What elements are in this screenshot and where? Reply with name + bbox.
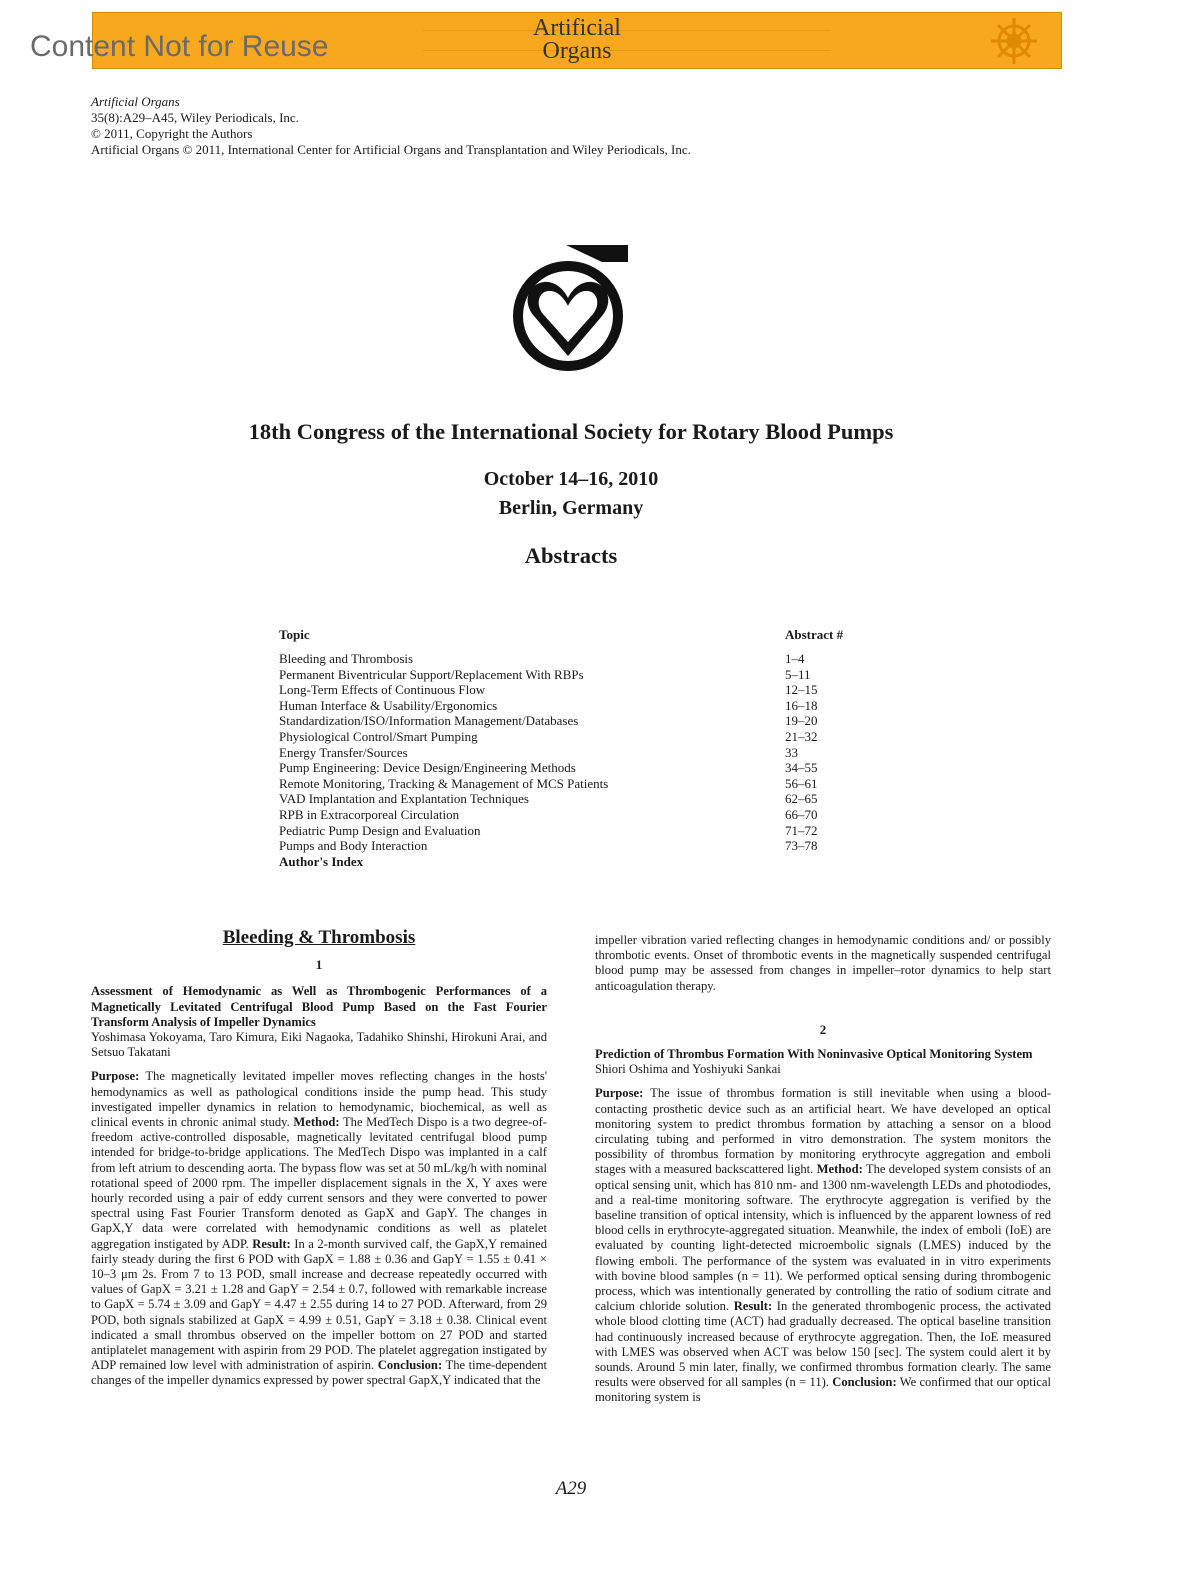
left-column <box>91 927 548 1389</box>
topic-abstract-range: 16–18 <box>785 697 818 713</box>
topic-row[interactable] <box>279 791 879 807</box>
meta-copyright-society: Artificial Organs © 2011, International Center for Artificial Organs and Transplantation and Wiley Periodicals, Inc. <box>91 142 691 157</box>
journal-title-line1: Artificial <box>533 15 621 41</box>
abstract-body: Purpose: The magnetically levitated impeller moves reflecting changes in the hosts' hemodynamics as well as pathological conditions inside the pump head. This study investigated impeller dynamics in relation to hemodynamic, biochemical, as well as clinical events in chronic animal study. Method: The MedTech Dispo is a two degree-of-freedom active-controlled disposable, magnetically levitated centrifugal blood pump intended for bridge-to-bridge applications. The MedTech Dispo was implanted in a calf from left atrium to descending aorta. The bypass flow was set at 50 mL/kg/h with nominal rotational speed of 2000 rpm. The impeller displacement signals in the X, Y axes were hourly recorded using a pair of eddy current sensors and they were converted to power spectral using Fast Fourier Transform denoted as GapX and GapY. The changes in GapX,Y data were correlated with hemodynamic conditions as well as platelet aggregation instigated by ADP. Result: In a 2-month survived calf, the GapX,Y remained fairly steady during the first 6 POD with GapX = 1.88 ± 0.36 and GapY = 1.55 ± 0.41 × 10–3 μm 2s. From 7 to 13 POD, small increase and decrease repeatedly occurred with values of GapX = 3.21 ± 1.28 and GapY = 2.54 ± 0.7, followed with remarkable increase to GapX = 5.74 ± 3.09 and GapY = 4.47 ± 2.55 during 14 to 27 POD. Afterward, from 29 POD, both signals stabilized at GapX = 4.99 ± 0.51, GapY = 3.18 ± 0.38. Clinical event indicated a small thrombus observed on the impeller bottom on 27 POD and started antiplatelet management with aspirin from 29 POD. The platelet aggregation instigated by ADP remained low level with administration of aspirin. Conclusion: The time-dependent changes of the impeller dynamics expressed by power spectral GapX,Y indicated that the <box>91 1069 548 1388</box>
topic-name: Pump Engineering: Device Design/Engineering Methods <box>279 760 576 776</box>
page-number: A29 <box>555 1478 587 1499</box>
topic-name: Energy Transfer/Sources <box>279 744 408 760</box>
section-heading: Bleeding & Thrombosis <box>222 927 416 948</box>
topic-name: Permanent Biventricular Support/Replacement With RBPs <box>279 666 584 682</box>
authors-index-link[interactable]: Author's Index <box>279 853 364 869</box>
topic-row[interactable] <box>279 682 879 698</box>
congress-title: 18th Congress of the International Society for Rotary Blood Pumps <box>248 419 894 444</box>
topic-rows <box>279 651 879 854</box>
topic-name: Bleeding and Thrombosis <box>279 651 414 666</box>
heart-ring-logo-icon <box>506 240 631 380</box>
abstract-number-header: Abstract # <box>785 627 844 642</box>
topic-name: Remote Monitoring, Tracking & Management of MCS Patients <box>279 775 609 791</box>
topic-row[interactable] <box>279 760 879 776</box>
topic-row[interactable] <box>279 729 879 745</box>
ship-wheel-icon <box>989 16 1039 66</box>
topic-name: Physiological Control/Smart Pumping <box>279 728 478 744</box>
topic-row[interactable] <box>279 776 879 792</box>
topic-row[interactable] <box>279 667 879 683</box>
topic-name: Pediatric Pump Design and Evaluation <box>279 822 481 838</box>
topic-name: RPB in Extracorporeal Circulation <box>279 806 460 822</box>
abstracts-heading: Abstracts <box>524 543 618 568</box>
topic-abstract-range: 19–20 <box>785 713 818 729</box>
congress-date: October 14–16, 2010 <box>483 468 659 490</box>
abstract-title: Assessment of Hemodynamic as Well as Thrombogenic Performances of a Magnetically Levitated Centrifugal Blood Pump Based on the Fast Fourier Transform Analysis of Impeller Dynamics <box>91 984 547 1029</box>
watermark: Content Not for Reuse <box>30 30 329 63</box>
topic-abstract-range: 21–32 <box>785 728 818 744</box>
topic-name: Standardization/ISO/Information Management/Databases <box>279 713 579 729</box>
meta-issue: 35(8):A29–A45, Wiley Periodicals, Inc. <box>91 110 299 125</box>
abstract-authors: Shiori Oshima and Yoshiyuki Sankai <box>595 1062 781 1077</box>
topic-row[interactable] <box>279 651 879 667</box>
meta-copyright: © 2011, Copyright the Authors <box>91 126 253 141</box>
topic-table-header <box>279 627 879 651</box>
topic-abstract-range: 56–61 <box>785 775 818 791</box>
topic-abstract-range: 5–11 <box>785 666 811 682</box>
publication-meta <box>91 94 691 158</box>
congress-place: Berlin, Germany <box>498 497 644 519</box>
topic-abstract-range: 33 <box>785 744 798 760</box>
topic-abstract-range: 73–78 <box>785 838 818 854</box>
topic-header: Topic <box>279 627 310 642</box>
journal-title-line2: Organs <box>542 38 612 64</box>
abstract-body: Purpose: The issue of thrombus formation is still inevitable when using a blood-contacting prosthetic device such as an artificial heart. We have developed an optical monitoring system to predict thrombus formation by attaching a sensor on a blood circulating tubing and performed in vitro demonstration. The system monitors the possibility of thrombus formation by monitoring erythrocyte aggregation and emboli stages with a measured backscattered light. Method: The developed system consists of an optical sensing unit, which has 810 nm- and 1300 nm-wavelength LEDs and photodiodes, and a real-time monitoring software. The erythrocyte aggregation is verified by the baseline transition of optical intensity, which is influenced by the apparent lowness of red blood cells in erythrocyte-aggregated situation. Meanwhile, the index of emboli (IoE) are evaluated by counting light-detected microembolic signals (LMES) induced by the flowing emboli. The performance of the system was evaluated in in vitro experiments with bovine blood samples (n = 11). We performed optical sensing during thrombogenic process, which was intentionally generated by controlling the ratio of sodium citrate and calcium chloride solution. Result: In the generated thrombogenic process, the activated whole blood clotting time (ACT) had gradually decreased. The optical baseline transition had continuously increased because of erythrocyte aggregation. Then, the IoE measured with LMES was observed when ACT was below 150 [sec]. The system could alert it by sounds. Around 5 min later, finally, we confirmed thrombus formation clearly. The same results were observed for all samples (n = 11). Conclusion: We confirmed that our optical monitoring system is <box>595 1086 1051 1405</box>
topic-abstract-range: 62–65 <box>785 791 818 807</box>
topic-row[interactable] <box>279 838 879 854</box>
topic-row[interactable] <box>279 807 879 823</box>
abstract-title: Prediction of Thrombus Formation With Noninvasive Optical Monitoring System <box>595 1047 1033 1062</box>
abstract-body-continued: impeller vibration varied reflecting changes in hemodynamic conditions and/ or possibly thrombotic events. Onset of thrombotic events in the magnetically suspended centrifugal blood pump may be assessed from changes in impeller–rotor dynamics to help start anticoagulation therapy. <box>595 933 1051 993</box>
topic-abstract-range: 1–4 <box>785 651 805 666</box>
topic-abstract-range: 71–72 <box>785 822 818 838</box>
topic-table <box>279 627 879 869</box>
topic-row[interactable] <box>279 823 879 839</box>
abstract-number: 1 <box>315 957 323 973</box>
topic-abstract-range: 66–70 <box>785 806 818 822</box>
meta-journal: Artificial Organs <box>91 94 180 109</box>
topic-abstract-range: 34–55 <box>785 760 818 776</box>
topic-name: Human Interface & Usability/Ergonomics <box>279 697 498 713</box>
abstract-authors: Yoshimasa Yokoyama, Taro Kimura, Eiki Nagaoka, Tadahiko Shinshi, Hirokuni Arai, and Setsuo Takatani <box>91 1030 547 1060</box>
abstract-number: 2 <box>819 1021 827 1037</box>
topic-abstract-range: 12–15 <box>785 682 818 698</box>
topic-row[interactable] <box>279 713 879 729</box>
topic-name: VAD Implantation and Explantation Techniques <box>279 791 529 807</box>
topic-row[interactable] <box>279 745 879 761</box>
right-column <box>595 933 1051 1406</box>
topic-name: Long-Term Effects of Continuous Flow <box>279 682 486 698</box>
topic-row[interactable] <box>279 698 879 714</box>
topic-name: Pumps and Body Interaction <box>279 838 428 854</box>
